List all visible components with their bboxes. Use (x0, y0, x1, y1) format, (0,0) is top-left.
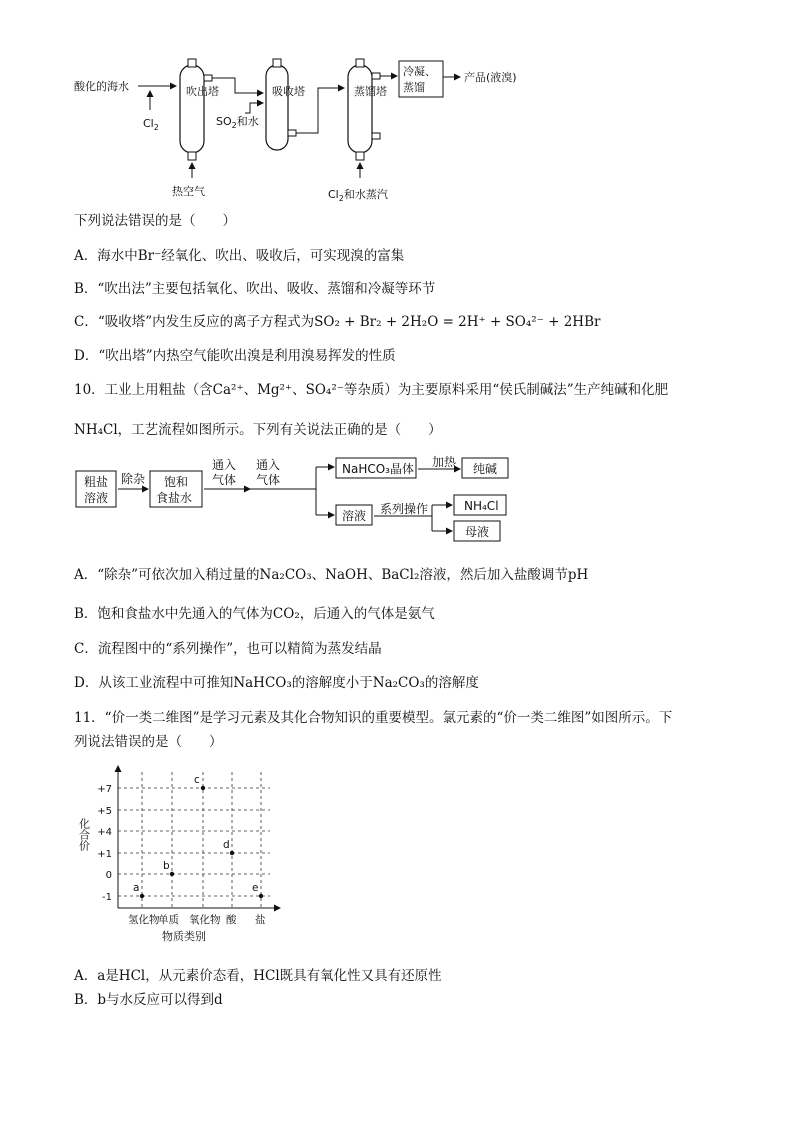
gas-in-2b: 气体 (256, 473, 281, 487)
distillation-tower (348, 65, 372, 153)
tower3-label: 蒸馏塔 (354, 85, 387, 98)
x-axis-label: 物质类别 (162, 930, 206, 943)
brine-line2: 食盐水 (156, 491, 193, 505)
solution: 溶液 (342, 509, 367, 523)
valence-category-chart (70, 758, 290, 953)
tower2-label: 吸收塔 (272, 85, 305, 98)
gas-in-1a: 通入 (212, 458, 237, 472)
hot-air-label: 热空气 (172, 185, 205, 198)
soda: 纯碱 (473, 462, 498, 476)
remove-impurity-label: 除杂 (121, 472, 146, 486)
crude-line1: 粗盐 (84, 475, 109, 489)
condense-line1: 冷凝、 (403, 65, 436, 78)
y-tick-label: 0 (105, 870, 112, 881)
y-tick-label: +7 (97, 784, 112, 795)
q10-stem-line2: NH₄Cl，工艺流程如图所示。下列有关说法正确的是（ ） (74, 422, 442, 438)
x-tick-label: 酸 (226, 914, 237, 926)
data-point-d (230, 851, 234, 855)
heating-label: 加热 (432, 455, 457, 469)
q9-option-a: A．海水中Br⁻经氧化、吹出、吸收后，可实现溴的富集 (74, 248, 405, 264)
data-point-b (170, 872, 174, 876)
cl2-label: $Cl_2$ (143, 117, 159, 132)
data-point-c (201, 786, 205, 790)
y-tick-label: +1 (97, 849, 112, 860)
q9-option-d: D．“吹出塔”内热空气能吹出溴是利用溴易挥发的性质 (74, 348, 396, 364)
point-label-b: b (163, 860, 170, 872)
q9-option-b: B．“吹出法”主要包括氧化、吹出、吸收、蒸馏和冷凝等环节 (74, 281, 436, 297)
brine-line1: 饱和 (164, 475, 189, 489)
q11-stem-line1: 11．“价一类二维图”是学习元素及其化合物知识的重要模型。氯元素的“价一类二维图”如图所示。下 (74, 710, 673, 726)
q11-option-a: A．a是HCl，从元素价态看，HCl既具有氧化性又具有还原性 (74, 968, 442, 984)
y-tick-label: -1 (102, 892, 112, 903)
point-label-c: c (194, 774, 200, 786)
x-tick-label: 单质 (158, 914, 179, 926)
x-tick-label: 氢化物 (128, 914, 160, 926)
so2-label: $SO_2$和水 (216, 115, 259, 130)
cl2-steam-label: $Cl_2$和水蒸汽 (328, 188, 388, 203)
point-label-a: a (133, 882, 140, 894)
x-tick-label: 盐 (255, 914, 266, 926)
q10-option-a: A．“除杂”可依次加入稍过量的Na₂CO₃、NaOH、BaCl₂溶液，然后加入盐酸调节pH (74, 567, 589, 583)
q10-option-c: C．流程图中的“系列操作”，也可以精简为蒸发结晶 (74, 641, 382, 657)
absorption-tower (266, 65, 288, 150)
product-label: 产品(液溴) (464, 71, 517, 84)
data-point-a (140, 894, 144, 898)
data-point-e (259, 894, 263, 898)
nh4cl: NH₄Cl (464, 499, 499, 513)
blow-out-tower (180, 65, 204, 153)
y-tick-label: +4 (97, 827, 112, 838)
q10-stem-line1: 10．工业上用粗盐（含Ca²⁺、Mg²⁺、SO₄²⁻等杂质）为主要原料采用“侯氏制碱法”生产纯碱和化肥 (74, 382, 669, 398)
bromine-extraction-diagram (60, 55, 560, 205)
point-label-e: e (252, 882, 259, 894)
seawater-label: 酸化的海水 (74, 80, 129, 93)
gas-in-1b: 气体 (212, 473, 237, 487)
nahco3-crystal: NaHCO₃晶体 (342, 462, 414, 476)
q9-stem: 下列说法错误的是（ ） (74, 213, 236, 229)
soda-process-flowchart (72, 455, 532, 545)
y-tick-label: +5 (97, 806, 112, 817)
q11-option-b: B．b与水反应可以得到d (74, 992, 223, 1008)
q9-option-c: C．“吸收塔”内发生反应的离子方程式为SO₂ + Br₂ + 2H₂O = 2H⁺ + SO₄²⁻ + 2HBr (74, 314, 601, 330)
condense-line2: 蒸馏 (403, 81, 425, 94)
series-ops-label: 系列操作 (380, 502, 429, 516)
gas-in-2a: 通入 (256, 458, 281, 472)
x-tick-label: 氧化物 (189, 914, 221, 926)
crude-line2: 溶液 (84, 491, 109, 505)
point-label-d: d (223, 839, 230, 851)
q10-option-d: D．从该工业流程中可推知NaHCO₃的溶解度小于Na₂CO₃的溶解度 (74, 675, 479, 691)
tower1-label: 吹出塔 (186, 85, 219, 98)
q11-stem-line2: 列说法错误的是（ ） (74, 734, 223, 750)
mother-liquor: 母液 (465, 525, 490, 539)
y-axis-label: 化合价 (77, 818, 91, 851)
q10-option-b: B．饱和食盐水中先通入的气体为CO₂，后通入的气体是氨气 (74, 606, 435, 622)
